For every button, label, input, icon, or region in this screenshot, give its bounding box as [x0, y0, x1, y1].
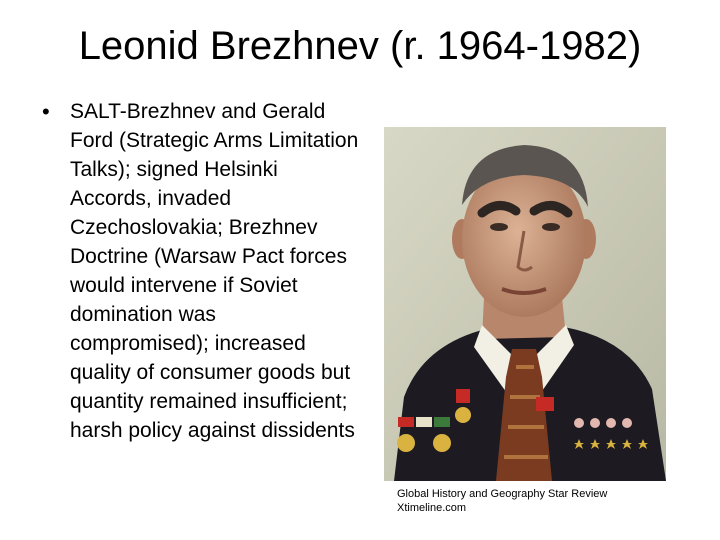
caption-line-1: Global History and Geography Star Review [397, 488, 608, 500]
photo-caption [397, 487, 607, 515]
slide-title: Leonid Brezhnev (r. 1964-1982) [78, 24, 642, 68]
bullet-dot-icon: • [42, 99, 50, 124]
caption-line-2: Xtimeline.com [397, 502, 467, 514]
portrait-illustration [384, 127, 666, 481]
bullet-text: SALT-Brezhnev and Gerald Ford (Strategic Arms Limitation Talks); signed Helsinki Accords, invaded Czechoslovakia; Brezhnev Doctrine (Warsaw Pact forces would intervene if Soviet domination was compromised); increased quality of consumer goods but quantity remained insufficient; harsh policy against dissidents [70, 100, 359, 442]
portrait-photo [384, 127, 666, 481]
